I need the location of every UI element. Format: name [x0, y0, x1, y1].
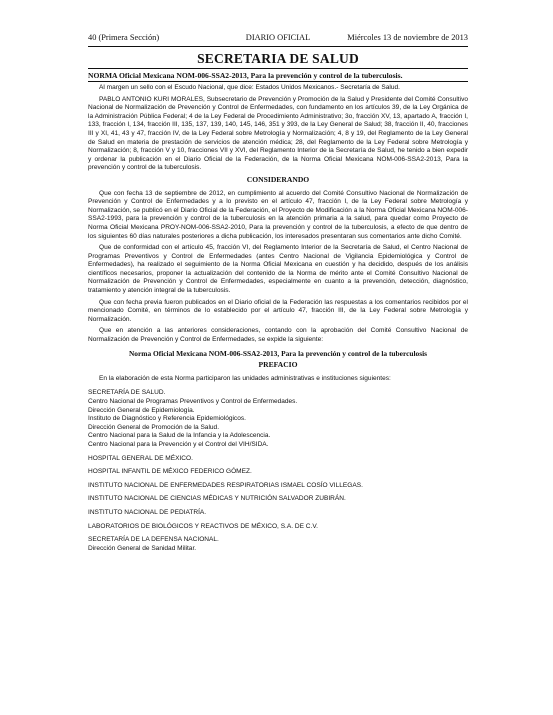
institution-group-birmex [88, 523, 468, 532]
page-header [88, 33, 468, 45]
publication-date: Miércoles 13 de noviembre de 2013 [347, 33, 468, 42]
institution-item: INSTITUTO NACIONAL DE CIENCIAS MÉDICAS Y NUTRICIÓN SALVADOR ZUBIRÁN. [88, 495, 346, 503]
page-number-section: 40 (Primera Sección) [88, 33, 160, 42]
considerando-heading: CONSIDERANDO [246, 174, 310, 184]
institution-group-ssa [88, 389, 468, 449]
intro-paragraph: PABLO ANTONIO KURI MORALES, Subsecretario de Prevención y Promoción de la Salud y Presidente del Comité Consultivo Nacional de Normalización de Prevención y Control de Enfermedades, con fundamento en los artículos 39, de la Ley Orgánica de la Administración Pública Federal; 4 de la Ley Federal de Procedimiento Administrativo; 3o, fracción XV, 13, apartado A, fracción I, 133, fracción I, 134, fracción III, 135, 137, 139, 140, 145, 146, 351 y 393, de la Ley General de Salud; 38, fracción II, 40, fracciones III y XI, 41, 43 y 47, fracción IV, de la Ley Federal sobre Metrología y Normalización; 4, 8 y 19, del Reglamento de la Ley General de Salud en materia de prestación de servicios de atención médica; 28, del Reglamento de la Ley Federal sobre Metrología y Normalización; 8, fracción V y 10, fracciones VII y XVI, del Reglamento Interior de la Secretaría de Salud, he tenido a bien expedir y ordenar la publicación en el Diario Oficial de la Federación, de la Norma Oficial Mexicana NOM-006-SSA2-2013, Para la prevención y control de la tuberculosis. [88, 95, 468, 172]
secretariat-title: SECRETARIA DE SALUD [197, 51, 359, 66]
institution-item: HOSPITAL INFANTIL DE MÉXICO FEDERICO GÓMEZ. [88, 468, 252, 476]
institution-group-himfg [88, 468, 468, 477]
institution-item: INSTITUTO NACIONAL DE PEDIATRÍA. [88, 508, 207, 516]
institution-item: Dirección General de Epidemiología. [88, 406, 195, 414]
title-rule-top [88, 68, 468, 69]
institution-item: Centro Nacional para la Salud de la Infancia y la Adolescencia. [88, 432, 271, 440]
institution-item: Instituto de Diagnóstico y Referencia Epidemiológicos. [88, 415, 246, 423]
institution-item: INSTITUTO NACIONAL DE ENFERMEDADES RESPIRATORIAS ISMAEL COSÍO VILLEGAS. [88, 481, 363, 489]
institution-group-inp [88, 509, 468, 518]
prefacio-lead: En la elaboración de esta Norma participaron las unidades administrativas e instituciones siguientes: [99, 374, 391, 382]
title-rule-bottom [88, 81, 468, 82]
considerando-paragraph-4: Que en atención a las anteriores consideraciones, contando con la aprobación del Comité Consultivo Nacional de Normalización de Prevención y Control de Enfermedades, se expide la siguiente: [88, 327, 468, 344]
institution-item: SECRETARÍA DE LA DEFENSA NACIONAL. [88, 536, 219, 544]
prefacio-heading: PREFACIO [258, 360, 298, 370]
publication-name: DIARIO OFICIAL [245, 33, 311, 42]
seal-line: Al margen un sello con el Escudo Nacional, que dice: Estados Unidos Mexicanos.- Secretaría de Salud. [99, 84, 400, 91]
institution-group-sedena [88, 536, 468, 553]
institution-item: LABORATORIOS DE BIOLÓGICOS Y REACTIVOS DE MÉXICO, S.A. DE C.V. [88, 522, 318, 530]
header-rule [88, 46, 468, 47]
considerando-paragraph-1: Que con fecha 13 de septiembre de 2012, en cumplimiento al acuerdo del Comité Consultivo Nacional de Normalización de Prevención y Control de Enfermedades y a lo previsto en el artículo 47, fracción I, de la Ley Federal sobre Metrología y Normalización, se publicó en el Diario Oficial de la Federación, el Proyecto de Modificación a la Norma Oficial Mexicana NOM-006-SSA2-1993, para la prevención y control de la tuberculosis en la atención primaria a la salud, para quedar como Proyecto de Norma Oficial Mexicana PROY-NOM-006-SSA2-2010, Para la prevención y control de la tuberculosis, a efecto de que dentro de los siguientes 60 días naturales posteriores a dicha publicación, los interesados presentaran sus comentarios ante dicho Comité. [88, 189, 468, 240]
institution-group-incmnsz [88, 495, 468, 504]
institution-item: Centro Nacional para la Prevención y el Control del VIH/SIDA. [88, 440, 269, 448]
institution-item: Dirección General de Sanidad Militar. [88, 544, 197, 552]
norma-title-line: NORMA Oficial Mexicana NOM-006-SSA2-2013, Para la prevención y control de la tuberculosis. [88, 71, 403, 80]
considerando-paragraph-2: Que de conformidad con el artículo 45, fracción VI, del Reglamento Interior de la Secretaría de Salud, el Centro Nacional de Programas Preventivos y Control de Enfermedades (antes Centro Nacional de Vigilancia Epidemiológica y Control de Enfermedades), ha realizado el seguimiento de la Norma Oficial Mexicana en cuestión y ha decidido, después de los análisis científicos necesarios, proponer la actualización del contenido de la Norma de mérito ante el Comité Consultivo Nacional de Normalización de Prevención y Control de Enfermedades, especialmente en cuanto a la prevención, detección, diagnóstico, tratamiento y atención integral de la tuberculosis. [88, 244, 468, 295]
institution-item: HOSPITAL GENERAL DE MÉXICO. [88, 454, 193, 462]
institution-item: Centro Nacional de Programas Preventivos y Control de Enfermedades. [88, 398, 298, 405]
institution-group-iner [88, 482, 468, 491]
document-body [88, 84, 468, 558]
norma-subtitle: Norma Oficial Mexicana NOM-006-SSA2-2013, Para la prevención y control de la tuberculosis [128, 348, 428, 358]
institution-group-hgm [88, 455, 468, 464]
institution-item: SECRETARÍA DE SALUD. [88, 389, 166, 397]
considerando-paragraph-3: Que con fecha previa fueron publicados en el Diario oficial de la Federación las respuestas a los comentarios recibidos por el mencionado Comité, en términos de lo establecido por el artículo 47, fracción III, de la Ley Federal sobre Metrología y Normalización. [88, 298, 468, 323]
institution-item: Dirección General de Promoción de la Salud. [88, 423, 220, 431]
